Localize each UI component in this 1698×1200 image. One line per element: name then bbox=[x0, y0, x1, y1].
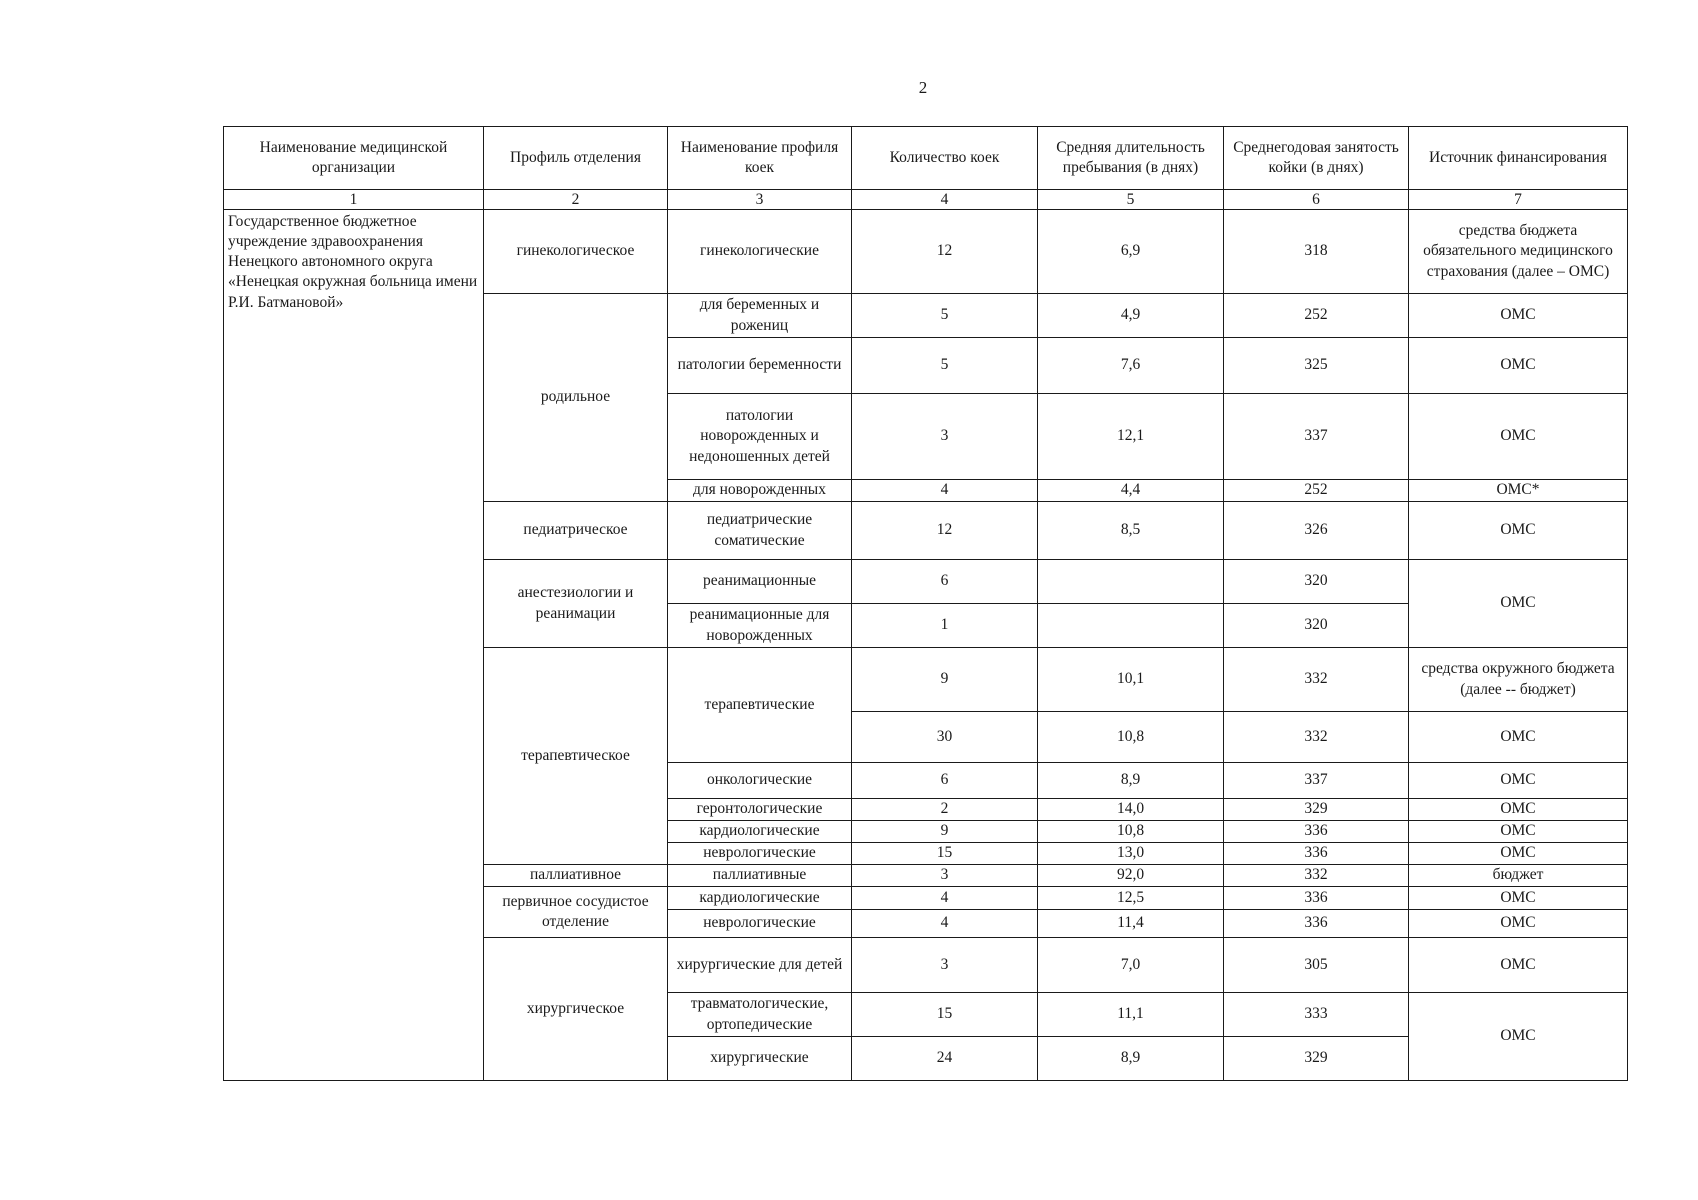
occupancy: 320 bbox=[1224, 604, 1409, 648]
bed-count: 9 bbox=[852, 821, 1038, 843]
occupancy: 252 bbox=[1224, 480, 1409, 502]
avg-stay: 7,6 bbox=[1038, 338, 1224, 394]
avg-stay bbox=[1038, 560, 1224, 604]
occupancy: 337 bbox=[1224, 763, 1409, 799]
bed-profile: реанимационные для новорожденных bbox=[668, 604, 852, 648]
occupancy: 336 bbox=[1224, 821, 1409, 843]
avg-stay: 10,1 bbox=[1038, 648, 1224, 712]
avg-stay: 92,0 bbox=[1038, 865, 1224, 887]
bed-count: 2 bbox=[852, 799, 1038, 821]
bed-profile: паллиативные bbox=[668, 865, 852, 887]
bed-profile: для новорожденных bbox=[668, 480, 852, 502]
funding-source: ОМС bbox=[1409, 338, 1628, 394]
header-organization: Наименование медицинской организации bbox=[224, 127, 484, 190]
occupancy: 333 bbox=[1224, 993, 1409, 1037]
bed-count: 1 bbox=[852, 604, 1038, 648]
avg-stay: 7,0 bbox=[1038, 938, 1224, 993]
avg-stay: 11,4 bbox=[1038, 910, 1224, 938]
column-number: 7 bbox=[1409, 190, 1628, 210]
avg-stay: 8,5 bbox=[1038, 502, 1224, 560]
department-maternity: родильное bbox=[484, 294, 668, 502]
table-header-row bbox=[224, 127, 1628, 190]
funding-source: средства окружного бюджета (далее -- бюджет) bbox=[1409, 648, 1628, 712]
bed-profile: кардиологические bbox=[668, 887, 852, 910]
bed-profile: патологии беременности bbox=[668, 338, 852, 394]
avg-stay: 8,9 bbox=[1038, 763, 1224, 799]
occupancy: 318 bbox=[1224, 210, 1409, 294]
funding-source: ОМС bbox=[1409, 821, 1628, 843]
bed-count: 9 bbox=[852, 648, 1038, 712]
bed-count: 4 bbox=[852, 887, 1038, 910]
column-number: 4 bbox=[852, 190, 1038, 210]
bed-profile: онкологические bbox=[668, 763, 852, 799]
bed-count: 6 bbox=[852, 560, 1038, 604]
header-funding: Источник финансирования bbox=[1409, 127, 1628, 190]
page-number: 2 bbox=[918, 78, 928, 97]
bed-profile: реанимационные bbox=[668, 560, 852, 604]
bed-count: 24 bbox=[852, 1037, 1038, 1081]
avg-stay: 10,8 bbox=[1038, 712, 1224, 763]
bed-count: 4 bbox=[852, 910, 1038, 938]
funding-source: ОМС bbox=[1409, 993, 1628, 1081]
bed-profile: неврологические bbox=[668, 910, 852, 938]
department-palliative: паллиативное bbox=[484, 865, 668, 887]
occupancy: 332 bbox=[1224, 712, 1409, 763]
occupancy: 332 bbox=[1224, 865, 1409, 887]
funding-source: ОМС bbox=[1409, 294, 1628, 338]
bed-count: 12 bbox=[852, 502, 1038, 560]
funding-source: ОМС bbox=[1409, 763, 1628, 799]
occupancy: 336 bbox=[1224, 887, 1409, 910]
bed-profile: гинекологические bbox=[668, 210, 852, 294]
occupancy: 332 bbox=[1224, 648, 1409, 712]
bed-count: 15 bbox=[852, 843, 1038, 865]
bed-profile: для беременных и рожениц bbox=[668, 294, 852, 338]
occupancy: 326 bbox=[1224, 502, 1409, 560]
header-bed-count: Количество коек bbox=[852, 127, 1038, 190]
occupancy: 320 bbox=[1224, 560, 1409, 604]
bed-count: 12 bbox=[852, 210, 1038, 294]
funding-source: ОМС bbox=[1409, 910, 1628, 938]
avg-stay: 14,0 bbox=[1038, 799, 1224, 821]
occupancy: 329 bbox=[1224, 1037, 1409, 1081]
bed-profile: терапевтические bbox=[668, 648, 852, 763]
column-number: 1 bbox=[224, 190, 484, 210]
bed-count: 6 bbox=[852, 763, 1038, 799]
bed-count: 5 bbox=[852, 294, 1038, 338]
table-row bbox=[224, 210, 1628, 294]
bed-profile: патологии новорожденных и недоношенных детей bbox=[668, 394, 852, 480]
header-occupancy: Среднегодовая занятость койки (в днях) bbox=[1224, 127, 1409, 190]
avg-stay: 4,9 bbox=[1038, 294, 1224, 338]
avg-stay: 12,5 bbox=[1038, 887, 1224, 910]
bed-profile: педиатрические соматические bbox=[668, 502, 852, 560]
occupancy: 336 bbox=[1224, 843, 1409, 865]
bed-count: 5 bbox=[852, 338, 1038, 394]
header-bed-profile: Наименование профиля коек bbox=[668, 127, 852, 190]
department-vascular: первичное сосудистое отделение bbox=[484, 887, 668, 938]
header-avg-stay: Средняя длительность пребывания (в днях) bbox=[1038, 127, 1224, 190]
bed-count: 30 bbox=[852, 712, 1038, 763]
funding-source: средства бюджета обязательного медицинского страхования (далее – ОМС) bbox=[1409, 210, 1628, 294]
avg-stay: 12,1 bbox=[1038, 394, 1224, 480]
funding-source: ОМС bbox=[1409, 887, 1628, 910]
funding-source: ОМС* bbox=[1409, 480, 1628, 502]
avg-stay: 6,9 bbox=[1038, 210, 1224, 294]
occupancy: 305 bbox=[1224, 938, 1409, 993]
funding-source: ОМС bbox=[1409, 938, 1628, 993]
header-department-profile: Профиль отделения bbox=[484, 127, 668, 190]
department-gynecology: гинекологическое bbox=[484, 210, 668, 294]
avg-stay: 10,8 bbox=[1038, 821, 1224, 843]
funding-source: ОМС bbox=[1409, 799, 1628, 821]
funding-source: ОМС bbox=[1409, 560, 1628, 648]
organization-name: Государственное бюджетное учреждение здравоохранения Ненецкого автономного округа «Ненецкая окружная больница имени Р.И. Батмановой» bbox=[224, 210, 484, 1081]
funding-source: ОМС bbox=[1409, 712, 1628, 763]
bed-profile: травматологические, ортопедические bbox=[668, 993, 852, 1037]
funding-source: ОМС bbox=[1409, 843, 1628, 865]
bed-count: 3 bbox=[852, 865, 1038, 887]
department-surgical: хирургическое bbox=[484, 938, 668, 1081]
funding-source: бюджет bbox=[1409, 865, 1628, 887]
avg-stay: 8,9 bbox=[1038, 1037, 1224, 1081]
avg-stay: 13,0 bbox=[1038, 843, 1224, 865]
funding-source: ОМС bbox=[1409, 394, 1628, 480]
funding-source: ОМС bbox=[1409, 502, 1628, 560]
department-pediatric: педиатрическое bbox=[484, 502, 668, 560]
column-number: 5 bbox=[1038, 190, 1224, 210]
bed-profile: хирургические для детей bbox=[668, 938, 852, 993]
bed-profile: неврологические bbox=[668, 843, 852, 865]
bed-count: 3 bbox=[852, 394, 1038, 480]
column-number: 6 bbox=[1224, 190, 1409, 210]
occupancy: 337 bbox=[1224, 394, 1409, 480]
bed-profile: кардиологические bbox=[668, 821, 852, 843]
avg-stay: 11,1 bbox=[1038, 993, 1224, 1037]
occupancy: 329 bbox=[1224, 799, 1409, 821]
department-therapeutic: терапевтическое bbox=[484, 648, 668, 865]
occupancy: 325 bbox=[1224, 338, 1409, 394]
column-number: 3 bbox=[668, 190, 852, 210]
occupancy: 336 bbox=[1224, 910, 1409, 938]
avg-stay bbox=[1038, 604, 1224, 648]
bed-count: 15 bbox=[852, 993, 1038, 1037]
bed-count: 3 bbox=[852, 938, 1038, 993]
hospital-beds-table bbox=[223, 126, 1628, 1081]
avg-stay: 4,4 bbox=[1038, 480, 1224, 502]
bed-count: 4 bbox=[852, 480, 1038, 502]
department-anesthesiology: анестезиологии и реанимации bbox=[484, 560, 668, 648]
bed-profile: хирургические bbox=[668, 1037, 852, 1081]
column-number-row bbox=[224, 190, 1628, 210]
occupancy: 252 bbox=[1224, 294, 1409, 338]
bed-profile: геронтологические bbox=[668, 799, 852, 821]
column-number: 2 bbox=[484, 190, 668, 210]
